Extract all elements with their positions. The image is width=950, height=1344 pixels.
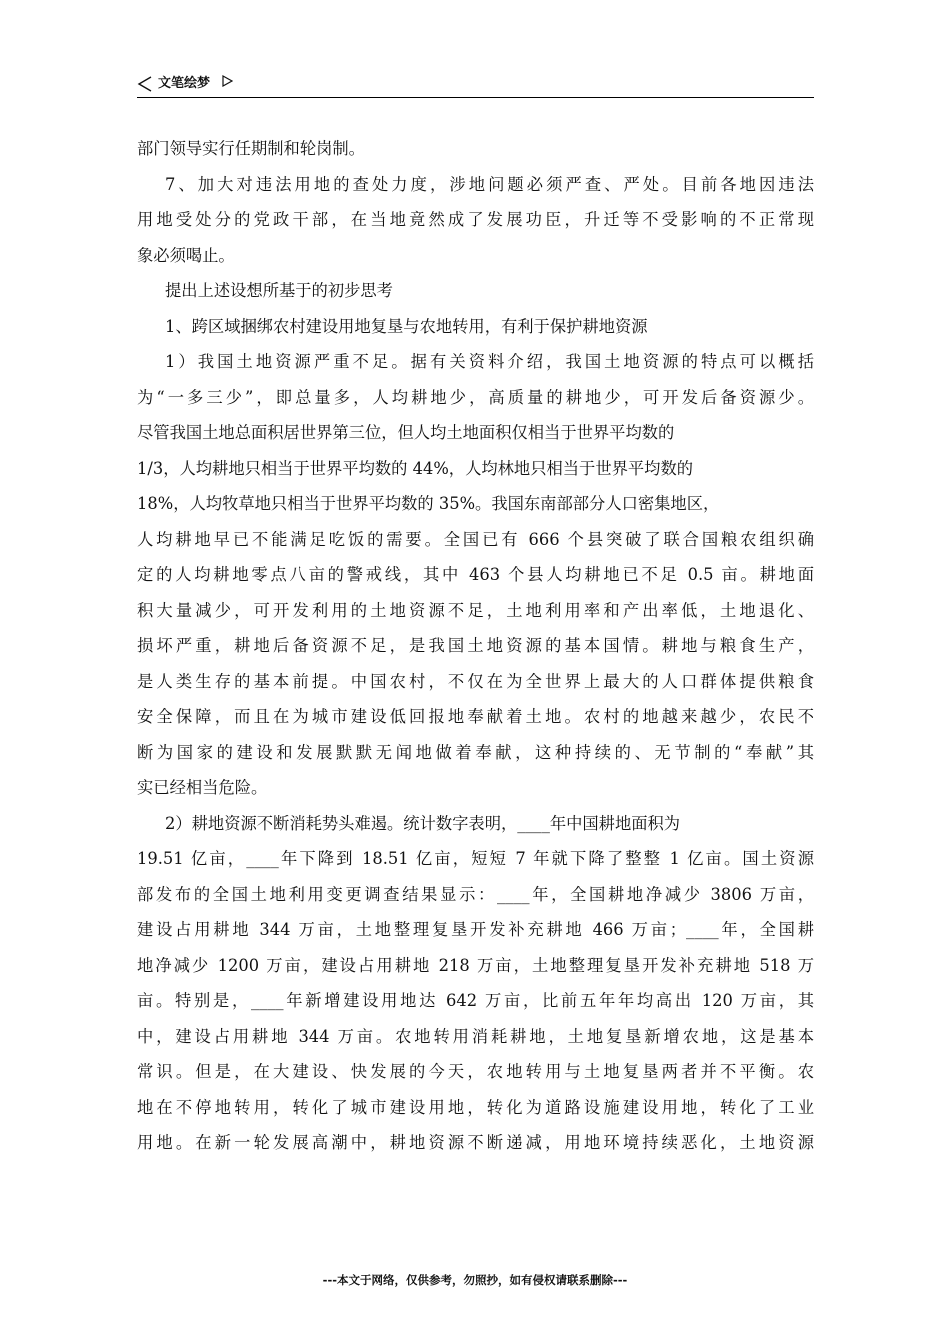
text-line: 地在不停地转用，转化了城市建设用地，转化为道路设施建设用地，转化了工业 (137, 1097, 814, 1117)
text-line: 1/3，人均耕地只相当于世界平均数的 44%，人均林地只相当于世界平均数的 (137, 458, 694, 478)
text-line: 7、加大对违法用地的查处力度，涉地问题必须严查、严处。目前各地因违法 (165, 174, 814, 194)
footer-disclaimer: ---本文于网络，仅供参考，勿照抄，如有侵权请联系删除--- (322, 1273, 628, 1287)
text-line: 18%，人均牧草地只相当于世界平均数的 35%。我国东南部部分人口密集地区， (137, 494, 720, 513)
text-line: 安全保障，而且在为城市建设低回报地奉献着土地。农村的地越来越少，农民不 (137, 707, 814, 726)
text-line: 象必须喝止。 (137, 245, 235, 265)
text-line: 1）我国土地资源严重不足。据有关资料介绍，我国土地资源的特点可以概括 (165, 352, 814, 371)
text-line: 实已经相当危险。 (137, 778, 268, 797)
text-line: 提出上述设想所基于的初步思考 (165, 281, 393, 300)
text-line: 损坏严重，耕地后备资源不足，是我国土地资源的基本国情。耕地与粮食生产， (137, 636, 814, 655)
left-triangle-icon (137, 76, 153, 92)
page-header (137, 73, 814, 97)
text-line: 用地受处分的党政干部，在当地竟然成了发展功臣，升迁等不受影响的不正常现 (137, 210, 814, 229)
text-line: 部门领导实行任期制和轮岗制。 (137, 139, 365, 158)
header-title: 文笔绘梦 (158, 76, 211, 91)
header-divider (137, 97, 814, 98)
text-line: 积大量减少，可开发利用的土地资源不足，土地利用率和产出率低，土地退化、 (137, 600, 814, 620)
text-line: 用地。在新一轮发展高潮中，耕地资源不断递减，用地环境持续恶化，土地资源 (137, 1133, 814, 1152)
text-line: 定的人均耕地零点八亩的警戒线，其中 463 个县人均耕地已不足 0.5 亩。耕地面 (137, 565, 814, 584)
document-body (137, 131, 814, 1161)
text-line: 为“一多三少”，即总量多，人均耕地少，高质量的耕地少，可开发后备资源少。 (137, 387, 814, 407)
text-line: 中，建设占用耕地 344 万亩。农地转用消耗耕地，土地复垦新增农地，这是基本 (137, 1026, 814, 1046)
text-line: 地净减少 1200 万亩，建设占用耕地 218 万亩，土地整理复垦开发补充耕地 518 万 (137, 955, 814, 975)
text-line: 2）耕地资源不断消耗势头难遏。统计数字表明，____年中国耕地面积为 (165, 813, 681, 833)
text-line: 是人类生存的基本前提。中国农村，不仅在为全世界上最大的人口群体提供粮食 (137, 671, 814, 691)
right-triangle-icon (221, 75, 233, 87)
text-line: 常识。但是，在大建设、快发展的今天，农地转用与土地复垦两者并不平衡。农 (137, 1062, 814, 1081)
text-line: 断为国家的建设和发展默默无闻地做着奉献，这种持续的、无节制的“奉献”其 (137, 742, 814, 762)
text-line: 1、跨区域捆绑农村建设用地复垦与农地转用，有利于保护耕地资源 (165, 316, 648, 336)
text-line: 建设占用耕地 344 万亩，土地整理复垦开发补充耕地 466 万亩；____年，全国耕 (137, 920, 814, 939)
text-line: 部发布的全国土地利用变更调查结果显示：____年，全国耕地净减少 3806 万亩， (137, 884, 814, 904)
text-line: 19.51 亿亩，____年下降到 18.51 亿亩，短短 7 年就下降了整整 1 亿亩。国土资源 (137, 849, 814, 868)
text-line: 人均耕地早已不能满足吃饭的需要。全国已有 666 个县突破了联合国粮农组织确 (137, 529, 814, 549)
text-line: 亩。特别是，____年新增建设用地达 642 万亩，比前五年年均高出 120 万亩，其 (137, 991, 814, 1010)
text-line: 尽管我国土地总面积居世界第三位，但人均土地面积仅相当于世界平均数的 (137, 423, 675, 442)
